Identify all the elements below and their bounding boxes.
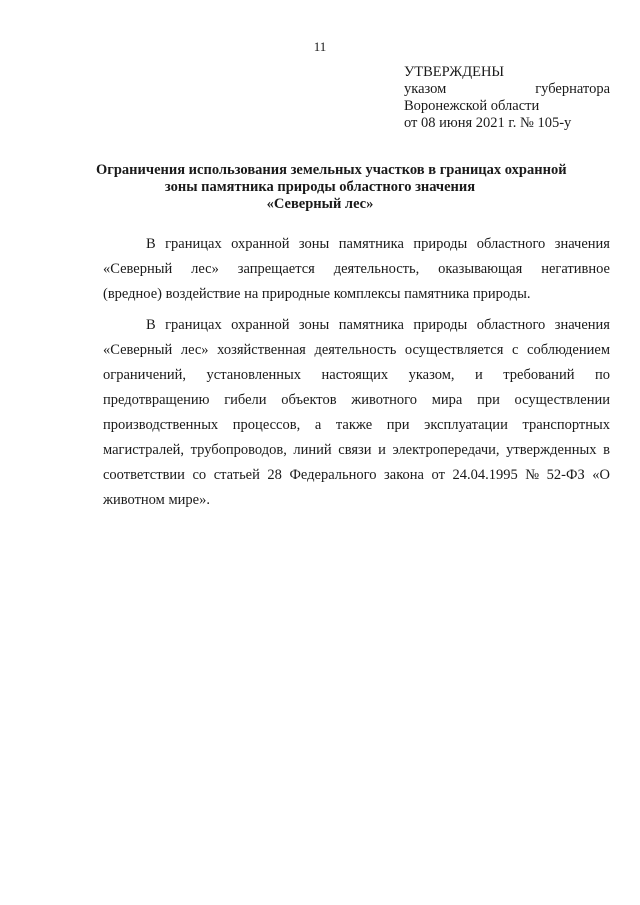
word: зоны <box>298 317 330 333</box>
word: магистралей, <box>103 442 185 458</box>
word: транспортных <box>522 417 610 433</box>
word: значения <box>554 236 610 252</box>
word: мира <box>431 392 463 408</box>
word: природы <box>413 236 468 252</box>
word: ограничений, <box>103 367 187 383</box>
word: охранной <box>231 317 290 333</box>
word: лес» <box>191 261 219 277</box>
word: значения <box>554 317 610 333</box>
word: при <box>386 417 410 433</box>
word: в <box>603 442 610 458</box>
word: процессов, <box>232 417 301 433</box>
word: охранной <box>231 236 290 252</box>
word: зоны <box>298 236 330 252</box>
word: по <box>594 367 610 383</box>
word: В <box>146 236 156 252</box>
paragraph-1-line-2 <box>103 257 610 282</box>
word: электропередачи, <box>392 442 500 458</box>
word: указом, <box>408 367 455 383</box>
word: статьей <box>213 467 260 483</box>
word: «Северный <box>103 342 173 358</box>
paragraph-2-line-4 <box>103 388 610 413</box>
word: В <box>146 317 156 333</box>
word: животного <box>351 392 418 408</box>
word: оказывающая <box>438 261 523 277</box>
word: «Северный <box>103 261 173 277</box>
word: также <box>335 417 373 433</box>
word: лес» <box>180 342 209 358</box>
word: линий <box>293 442 332 458</box>
word: «О <box>592 467 610 483</box>
word: памятника <box>338 317 404 333</box>
paragraph-1-line-1 <box>103 232 610 257</box>
word: связи <box>338 442 372 458</box>
word: а <box>314 417 322 433</box>
word: установленных <box>206 367 302 383</box>
word: негативное <box>541 261 610 277</box>
word: эксплуатации <box>424 417 508 433</box>
approval-governor-word: губернатора <box>535 81 610 97</box>
word: памятника <box>338 236 404 252</box>
word: областного <box>476 317 546 333</box>
word: природы <box>413 317 468 333</box>
paragraph-2-line-6 <box>103 438 610 463</box>
word: областного <box>476 236 546 252</box>
paragraph-2-line-8: животном мире». <box>103 492 210 508</box>
word: деятельность, <box>333 261 420 277</box>
word: границах <box>165 236 222 252</box>
word: и <box>475 367 483 383</box>
document-title <box>96 162 567 213</box>
approval-heading: УТВЕРЖДЕНЫ <box>404 64 505 80</box>
word: настоящих <box>321 367 389 383</box>
page-number: 11 <box>313 39 327 54</box>
paragraph-2-line-2 <box>103 338 610 363</box>
title-line-2: зоны памятника природы областного значения <box>164 179 476 195</box>
word: гибели <box>224 392 267 408</box>
word: Федерального <box>289 467 377 483</box>
paragraph-2-line-3 <box>103 363 610 388</box>
word: и <box>378 442 386 458</box>
paragraph-2-line-7 <box>103 463 610 488</box>
word: объектов <box>281 392 337 408</box>
title-line-3: «Северный лес» <box>266 196 374 212</box>
word: с <box>511 342 519 358</box>
word: при <box>477 392 500 408</box>
word: 24.04.1995 <box>452 467 518 483</box>
document-body <box>103 232 610 513</box>
approval-date-number: от 08 июня 2021 г. № 105-у <box>404 115 572 131</box>
word: 28 <box>267 467 282 483</box>
word: осуществлении <box>514 392 610 408</box>
word: закона <box>384 467 424 483</box>
word: предотвращению <box>103 392 210 408</box>
word: деятельность <box>314 342 397 358</box>
word: 52-ФЗ <box>546 467 585 483</box>
word: утвержденных <box>506 442 597 458</box>
paragraph-2-line-1 <box>103 313 610 338</box>
approval-block <box>404 64 610 132</box>
word: производственных <box>103 417 219 433</box>
approval-decree-word: указом <box>404 81 447 97</box>
paragraph-2-line-5 <box>103 413 610 438</box>
word: № <box>525 467 540 483</box>
approval-line-decree <box>404 81 610 98</box>
word: соответствии <box>103 467 185 483</box>
word: со <box>192 467 207 483</box>
word: осуществляется <box>404 342 504 358</box>
approval-region: Воронежской области <box>404 98 540 114</box>
word: границах <box>165 317 222 333</box>
word: трубопроводов, <box>190 442 287 458</box>
word: соблюдением <box>527 342 610 358</box>
word: от <box>431 467 445 483</box>
word: требований <box>503 367 575 383</box>
paragraph-1-line-3: (вредное) воздействие на природные комплексы памятника природы. <box>103 286 531 302</box>
word: хозяйственная <box>217 342 306 358</box>
title-line-1: Ограничения использования земельных участков в границах охранной <box>96 162 567 178</box>
word: запрещается <box>237 261 315 277</box>
